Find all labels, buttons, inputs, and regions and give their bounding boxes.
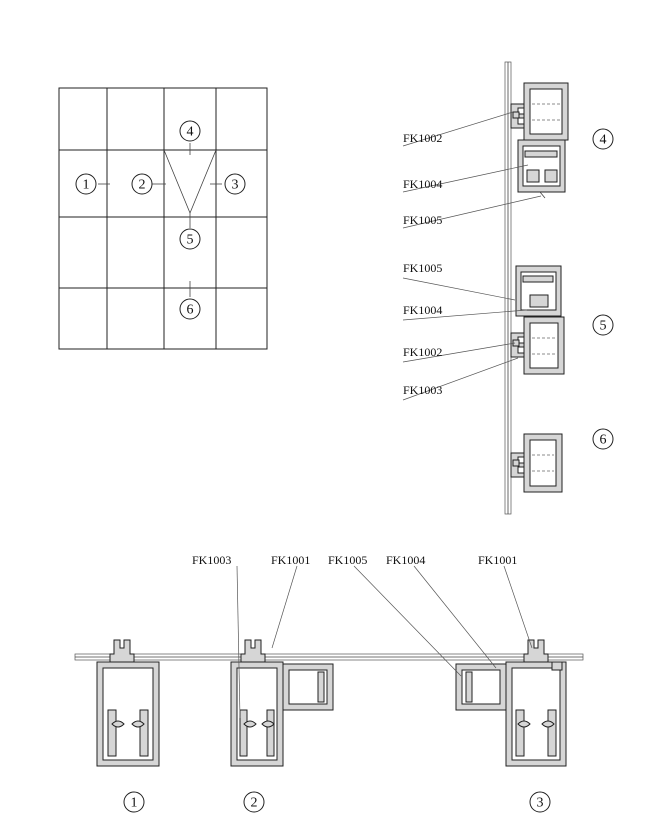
grid-marker-2-label: 2 xyxy=(138,177,146,193)
grid-marker-1 xyxy=(76,174,96,194)
section-marker-2-label: 2 xyxy=(250,795,258,811)
label-fk1001-h-left: FK1001 xyxy=(271,553,311,567)
label-fk1005-h: FK1005 xyxy=(328,553,368,567)
grid-marker-3-label: 3 xyxy=(231,177,239,193)
mullion-6 xyxy=(511,434,562,492)
section-marker-4 xyxy=(593,129,613,149)
mullion-5 xyxy=(511,317,564,374)
label-fk1004-top: FK1004 xyxy=(403,177,443,191)
grid-marker-6 xyxy=(180,299,200,319)
grid-marker-5 xyxy=(180,229,200,249)
section-marker-1-label: 1 xyxy=(130,795,138,811)
mullion-4 xyxy=(511,83,568,140)
grid-marker-6-label: 6 xyxy=(186,302,194,318)
leader-fk1004-h xyxy=(414,566,496,668)
vertical-section xyxy=(403,62,613,514)
section-marker-3-label: 3 xyxy=(536,795,544,811)
label-fk1002-mid: FK1002 xyxy=(403,345,443,359)
label-fk1004-mid: FK1004 xyxy=(403,303,443,317)
leader-fk1005-mid xyxy=(403,278,515,300)
leader-fk1001-h-left xyxy=(272,566,297,648)
sash-frame-mid xyxy=(516,266,561,316)
grid-marker-5-label: 5 xyxy=(186,232,194,248)
section-marker-2 xyxy=(244,792,264,812)
sash-line xyxy=(190,150,216,213)
grid-marker-1-label: 1 xyxy=(82,177,90,193)
sash-line xyxy=(164,150,190,213)
section-marker-4-label: 4 xyxy=(599,132,607,148)
grid-border xyxy=(59,88,267,349)
grid-marker-4-label: 4 xyxy=(186,124,194,140)
section-marker-1 xyxy=(124,792,144,812)
label-fk1002-top: FK1002 xyxy=(403,131,443,145)
label-fk1003-h: FK1003 xyxy=(192,553,232,567)
sash-frame-top xyxy=(518,140,565,198)
section-marker-5 xyxy=(593,315,613,335)
label-fk1003-mid: FK1003 xyxy=(403,383,443,397)
section-marker-6 xyxy=(593,429,613,449)
section-marker-5-label: 5 xyxy=(599,318,607,334)
grid-marker-4 xyxy=(180,121,200,141)
section-marker-6-label: 6 xyxy=(599,432,607,448)
leader-fk1001-h-right xyxy=(504,566,532,648)
section-marker-3 xyxy=(530,792,550,812)
grid-marker-3 xyxy=(225,174,245,194)
label-fk1005-mid: FK1005 xyxy=(403,261,443,275)
elevation-grid xyxy=(59,88,267,349)
horizontal-section xyxy=(75,553,583,812)
label-fk1005-top: FK1005 xyxy=(403,213,443,227)
label-fk1004-h: FK1004 xyxy=(386,553,426,567)
grid-marker-2 xyxy=(132,174,152,194)
label-fk1001-h-right: FK1001 xyxy=(478,553,518,567)
